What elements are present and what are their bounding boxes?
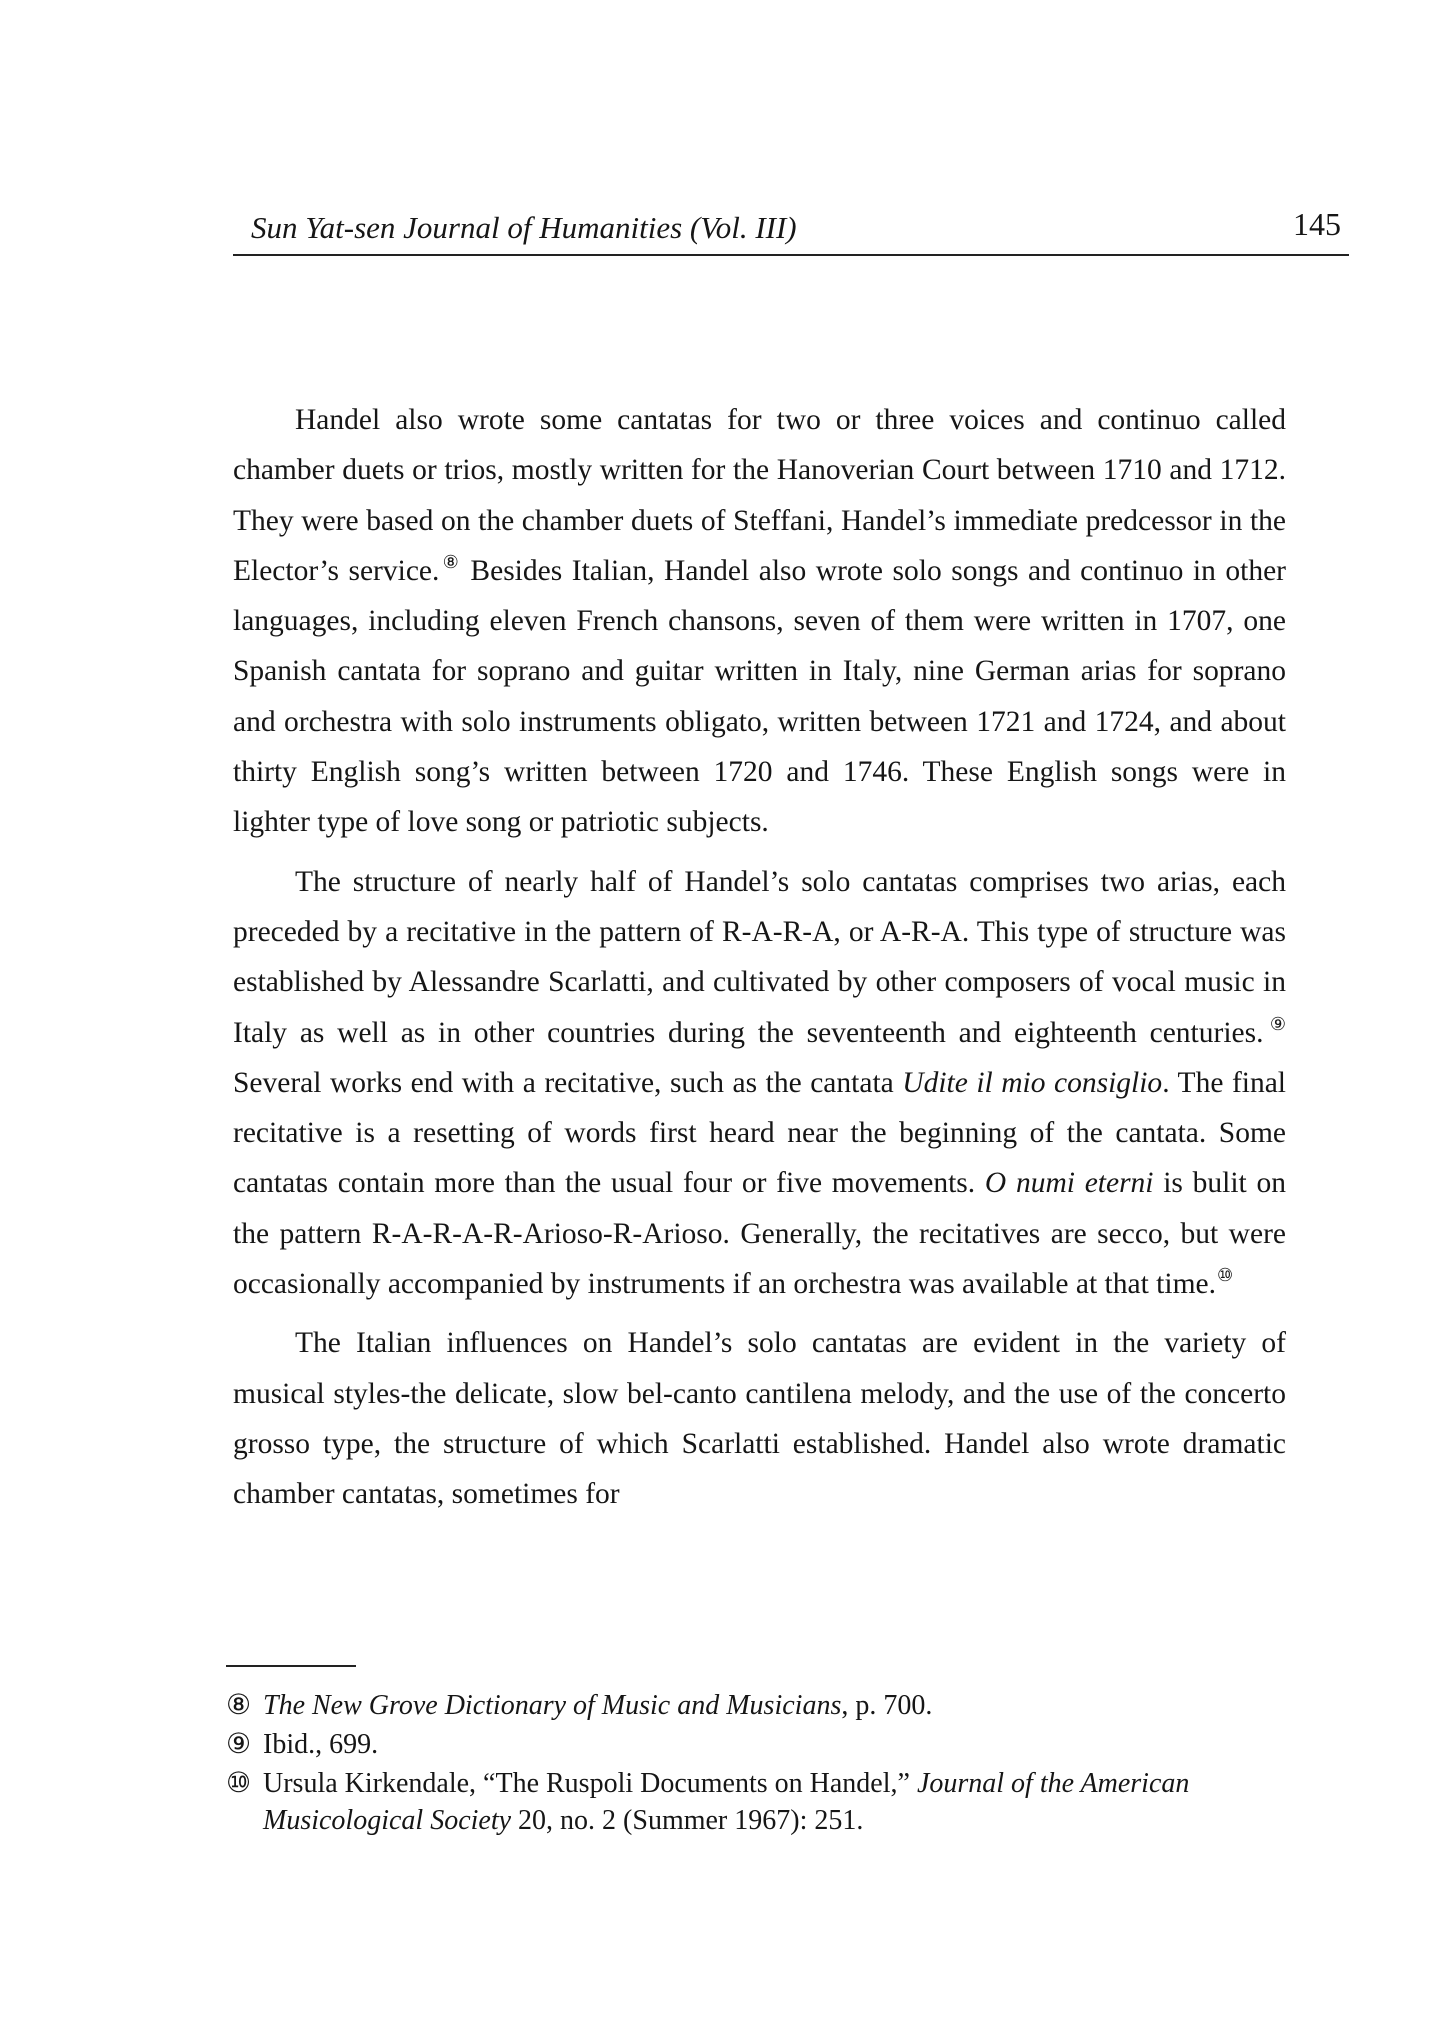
paragraph xyxy=(233,1318,1286,1519)
footnote-reference: ⑩ xyxy=(1216,1265,1234,1286)
italic-title: The New Grove Dictionary of Music and Musicians xyxy=(263,1690,842,1721)
italic-title: O numi eterni xyxy=(984,1167,1154,1200)
text-run: , p. 700. xyxy=(841,1690,933,1721)
running-title: Sun Yat-sen Journal of Humanities (Vol. III) xyxy=(251,210,797,245)
footnote-reference: ⑨ xyxy=(1264,1013,1286,1034)
paragraph xyxy=(233,395,1286,848)
text-run: Ursula Kirkendale, “The Ruspoli Documents on Handel,” xyxy=(263,1768,917,1799)
text-run: is bulit on the pattern R-A-R-A-R-Arioso-R-Arioso. Generally, the recitatives are secco, but were occasionally accompanied by instruments if an orchestra was available at that time. xyxy=(233,1167,1286,1301)
footnote-divider xyxy=(226,1665,356,1667)
text-run: Handel also wrote some cantatas for two or three voices and continuo called chamber duets or trios, mostly written for the Hanoverian Court between 1710 and 1712. They were based on the chamber duets of Steffani, Handel’s immediate predcessor in the Elector’s service. xyxy=(233,404,1286,587)
text-run: . The final recitative is a resetting of words first heard near the beginning of the cantata. Some cantatas contain more than the usual four or five movements. xyxy=(233,1066,1287,1200)
footnote-marker: ⑧ xyxy=(226,1690,252,1721)
paragraph xyxy=(233,857,1286,1310)
text-run: 20, no. 2 (Summer 1967): 251. xyxy=(511,1805,864,1836)
italic-title: Udite il mio consiglio xyxy=(902,1066,1163,1099)
body-text xyxy=(233,395,1286,1520)
footnote xyxy=(226,1726,1288,1763)
footnote xyxy=(226,1765,1288,1839)
text-run: Besides Italian, Handel also wrote solo songs and continuo in other languages, including eleven French chansons, seven of them were written in 1707, one Spanish cantata for soprano and guitar written in Italy, nine German arias for soprano and orchestra with solo instruments obligato, written between 1721 and 1724, and about thirty English song’s written between 1720 and 1746. These English songs were in lighter type of love song or patriotic subjects. xyxy=(233,554,1286,839)
footnotes xyxy=(226,1687,1288,1841)
page-header xyxy=(233,206,1349,256)
footnote-marker: ⑨ xyxy=(226,1729,252,1760)
text-run: The structure of nearly half of Handel’s solo cantatas comprises two arias, each preceded by a recitative in the pattern of R-A-R-A, or A-R-A. This type of structure was established by Alessandre Scarlatti, and cultivated by other composers of vocal music in Italy as well as in other countries during the seventeenth and eighteenth centuries. xyxy=(233,865,1286,1049)
text-run: Several works end with a recitative, such as the cantata xyxy=(233,1066,903,1099)
footnote-reference: ⑧ xyxy=(440,551,461,572)
text-run: Ibid., 699. xyxy=(263,1729,379,1760)
footnote xyxy=(226,1687,1288,1724)
text-run: The Italian influences on Handel’s solo cantatas are evident in the variety of musical styles-the delicate, slow bel-canto cantilena melody, and the use of the concerto grosso type, the structure of which Scarlatti established. Handel also wrote dramatic chamber cantatas, sometimes for xyxy=(233,1327,1286,1511)
footnote-marker: ⑩ xyxy=(226,1768,252,1799)
page-number: 145 xyxy=(1293,206,1341,242)
italic-title: Journal of the American Musicological Society xyxy=(263,1768,1190,1836)
